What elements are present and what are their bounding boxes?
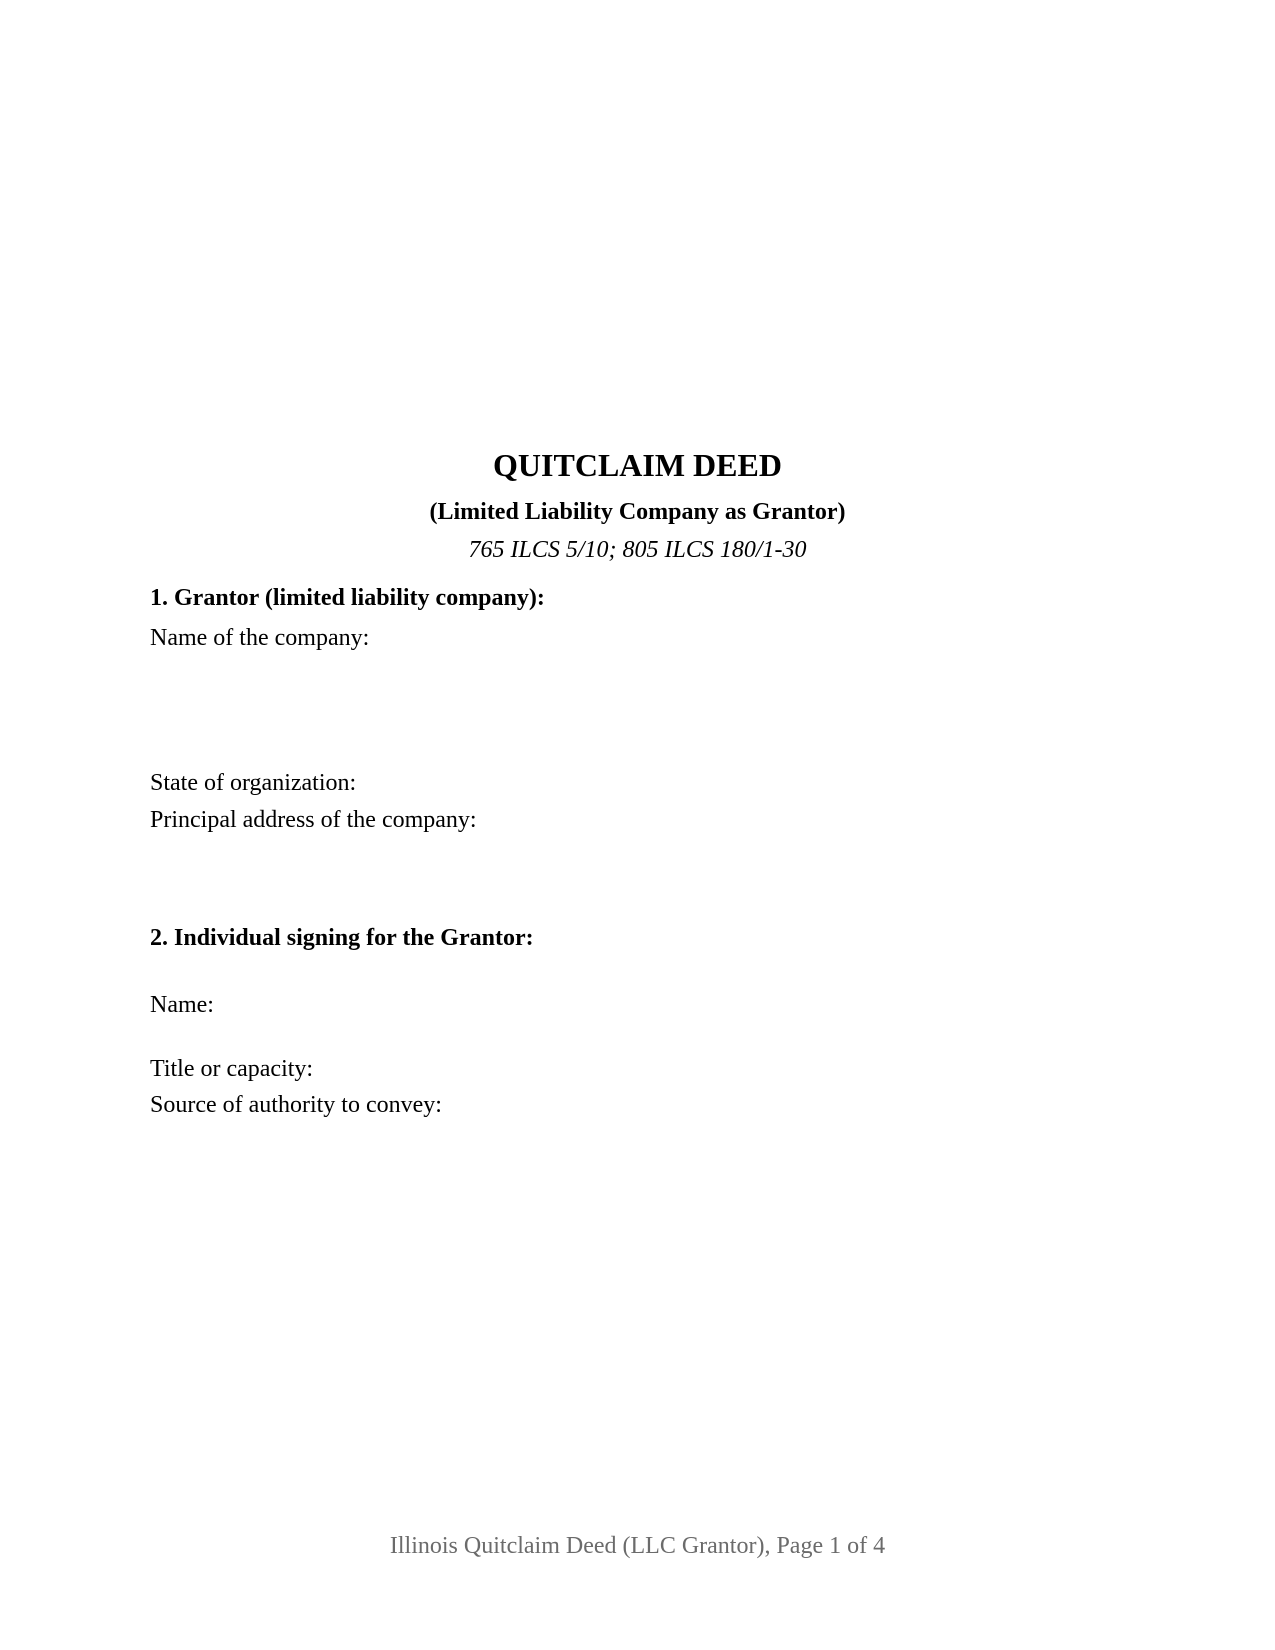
principal-address-label: Principal address of the company:	[150, 807, 477, 833]
signer-title-label: Title or capacity:	[150, 1056, 314, 1082]
company-name-label: Name of the company:	[150, 625, 370, 651]
state-of-organization-label: State of organization:	[150, 770, 357, 796]
document-title: QUITCLAIM DEED	[493, 447, 782, 483]
document-subtitle: (Limited Liability Company as Grantor)	[429, 499, 846, 525]
statute-citation: 765 ILCS 5/10; 805 ILCS 180/1-30	[468, 537, 807, 563]
authority-source-label: Source of authority to convey:	[150, 1092, 442, 1118]
page-footer: Illinois Quitclaim Deed (LLC Grantor), Page 1 of 4	[389, 1533, 886, 1559]
section-2-heading: 2. Individual signing for the Grantor:	[150, 925, 534, 951]
section-1-heading: 1. Grantor (limited liability company):	[150, 585, 545, 611]
signer-name-label: Name:	[150, 992, 214, 1018]
